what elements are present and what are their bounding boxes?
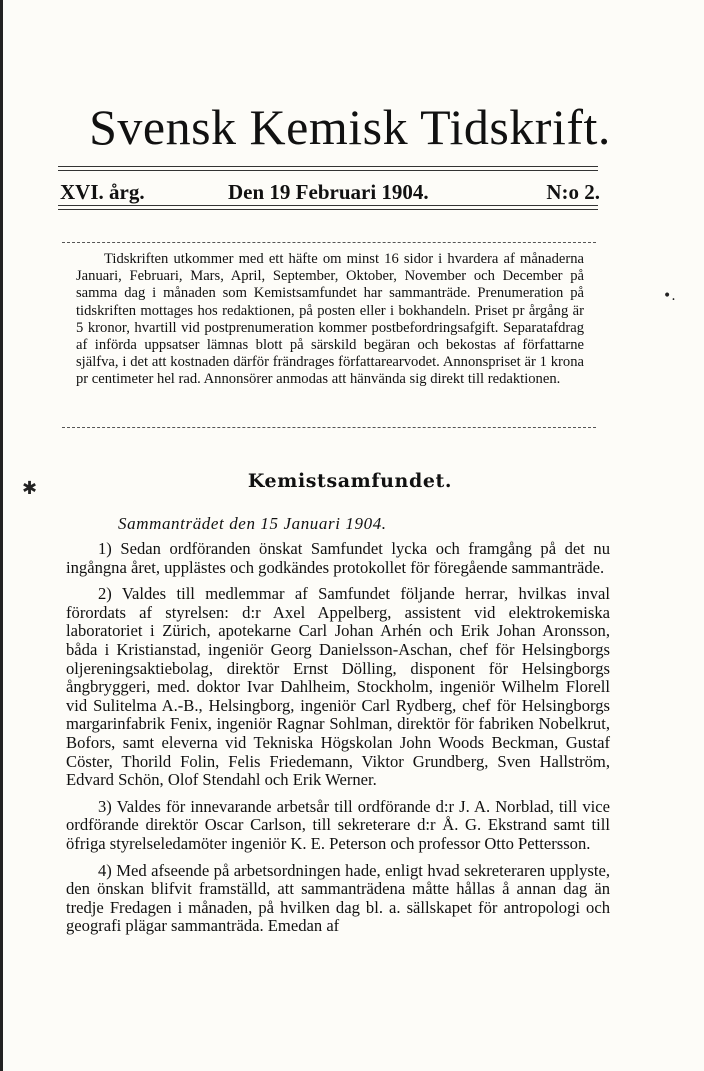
issue-rule bbox=[58, 209, 598, 210]
subscription-notice bbox=[62, 242, 596, 428]
page-edge bbox=[0, 0, 3, 1071]
masthead-rule bbox=[58, 166, 598, 167]
meeting-subtitle: Sammanträdet den 15 Januari 1904. bbox=[118, 514, 387, 533]
notice-text: Tidskriften utkommer med ett häfte om minst 16 sidor i hvardera af månaderna Januari, Februari, Mars, April, September, Oktober, November och December på samma dag i månaden som Kemistsamfundet har sammanträde. Prenumeration på tidskriften mottages hos redaktionen, på posten eller i bokhandeln. Priset pr årgång är 5 kronor, hvartill vid postprenumeration kommer postbefordringsafgift. Separatafdrag af införda uppsatser lämnas blott på särskild begäran och bekostas af författarne själfva, i det att kostnaden därför frändrages författarearvodet. Annonspriset är 1 krona pr centimeter hel rad. Annonsörer anmodas att hänvända sig direkt till redaktionen. bbox=[76, 251, 584, 388]
paragraph: 4) Med afseende på arbetsordningen hade, enligt hvad sekreteraren upplyste, den önskan blifvit framställd, att sammanträdena måtte hållas å annan dag än tredje Fredagen i månaden, på hvilken dag bl. a. sällskapet för antropologi och geografi plägar sammanträda. Emedan af bbox=[66, 860, 610, 936]
masthead-title: Svensk Kemisk Tidskrift. bbox=[89, 99, 611, 155]
ink-mark: •. bbox=[663, 288, 676, 304]
issue-rule bbox=[58, 205, 598, 206]
issue-date: Den 19 Februari 1904. bbox=[228, 180, 429, 204]
paragraph: 1) Sedan ordföranden önskat Samfundet lycka och framgång på det nu ingångna året, upplästes och godkändes protokollet för föregående sammanträde. bbox=[66, 539, 610, 577]
volume-label: XVI. årg. bbox=[60, 180, 145, 204]
paragraph: 2) Valdes till medlemmar af Samfundet följande herrar, hvilkas inval förordats af styrelsen: d:r Axel Appelberg, assistent vid elektrokemiska laboratoriet i Zürich, apotekarne Carl Johan Arhén och Erik Johan Aronsson, båda i Kristianstad, ingeniör Georg Danielsson-Aschan, chef för Helsingborgs oljereningsaktiebolag, direktör Ernst Dölling, disponent för Helsingborgs ångbryggeri, med. doktor Ivar Dahlheim, Stockholm, ingeniör Wilhelm Florell vid Sulitelma A.-B., Helsingborg, ingeniör Carl Rydberg, chef för Helsingborgs margarinfabrik Fenix, ingeniör Ragnar Sohlman, direktör för fabriken Nobelkrut, Bofors, samt eleverna vid Tekniska Högskolan John Woods Beckman, Gustaf Cöster, Thorild Folin, Felis Friedemann, Viktor Grundberg, Sven Hallström, Edvard Schön, Olof Stendahl och Erik Werner. bbox=[66, 584, 610, 790]
masthead-rule bbox=[58, 170, 598, 171]
issue-number: N:o 2. bbox=[546, 180, 600, 204]
section-title: Kemistsamfundet. bbox=[247, 470, 453, 492]
minutes-body bbox=[66, 540, 610, 944]
paragraph: 3) Valdes för innevarande arbetsår till ordförande d:r J. A. Norblad, till vice ordförande direktör Oscar Carlson, till sekreterare d:r Å. G. Ekstrand samt till öfriga styrelseledamöter ingeniör K. E. Peterson och professor Otto Pettersson. bbox=[66, 796, 610, 853]
ink-mark: ✱ bbox=[22, 478, 38, 499]
